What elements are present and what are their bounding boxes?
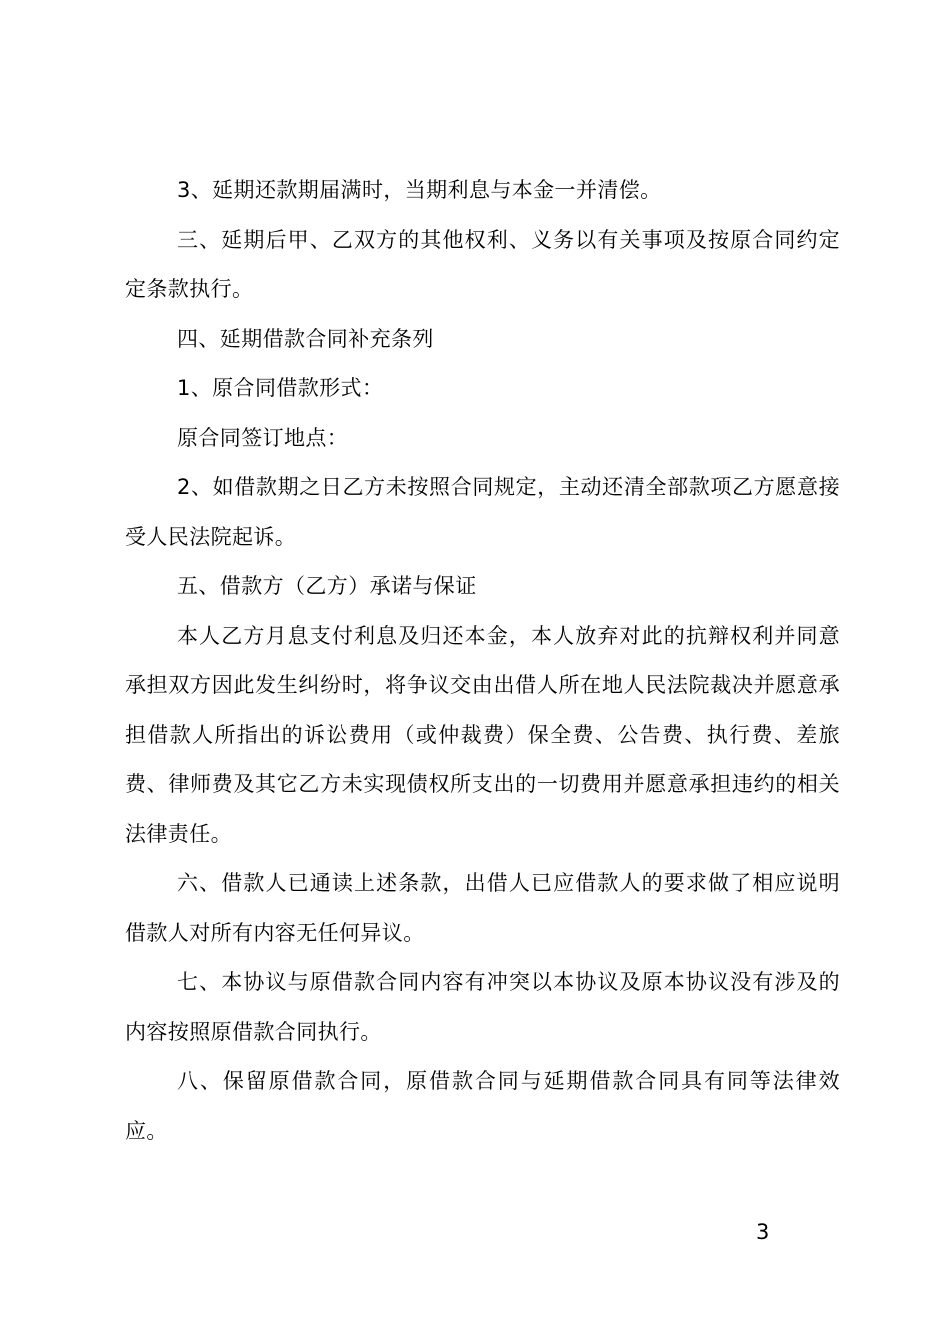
page-number: 3 [756, 1220, 770, 1244]
paragraph: 六、借款人已通读上述条款，出借人已应借款人的要求做了相应说明借款人对所有内容无任何异议。 [125, 871, 840, 945]
paragraph: 四、延期借款合同补充条列 [177, 326, 434, 351]
paragraph: 三、延期后甲、乙双方的其他权利、义务以有关事项及按原合同约定定条款执行。 [125, 227, 840, 301]
paragraph: 原合同签订地点： [177, 425, 349, 450]
document-body [125, 166, 840, 1156]
paragraph: 2、如借款期之日乙方未按照合同规定，主动还清全部款项乙方愿意接受人民法院起诉。 [125, 475, 840, 549]
paragraph: 七、本协议与原借款合同内容有冲突以本协议及原本协议没有涉及的内容按照原借款合同执行。 [125, 970, 840, 1044]
paragraph: 3、延期还款期届满时，当期利息与本金一并清偿。 [177, 178, 662, 202]
paragraph: 八、保留原借款合同，原借款合同与延期借款合同具有同等法律效应。 [125, 1069, 840, 1143]
paragraph: 本人乙方月息支付利息及归还本金，本人放弃对此的抗辩权利并同意承担双方因此发生纠纷时，将争议交由出借人所在地人民法院裁决并愿意承担借款人所指出的诉讼费用（或仲裁费）保全费、公告费、执行费、差旅费、律师费及其它乙方未实现债权所支出的一切费用并愿意承担违约的相关法律责任。 [125, 623, 840, 846]
paragraph: 1、原合同借款形式： [177, 376, 384, 400]
paragraph: 五、借款方（乙方）承诺与保证 [177, 574, 477, 598]
